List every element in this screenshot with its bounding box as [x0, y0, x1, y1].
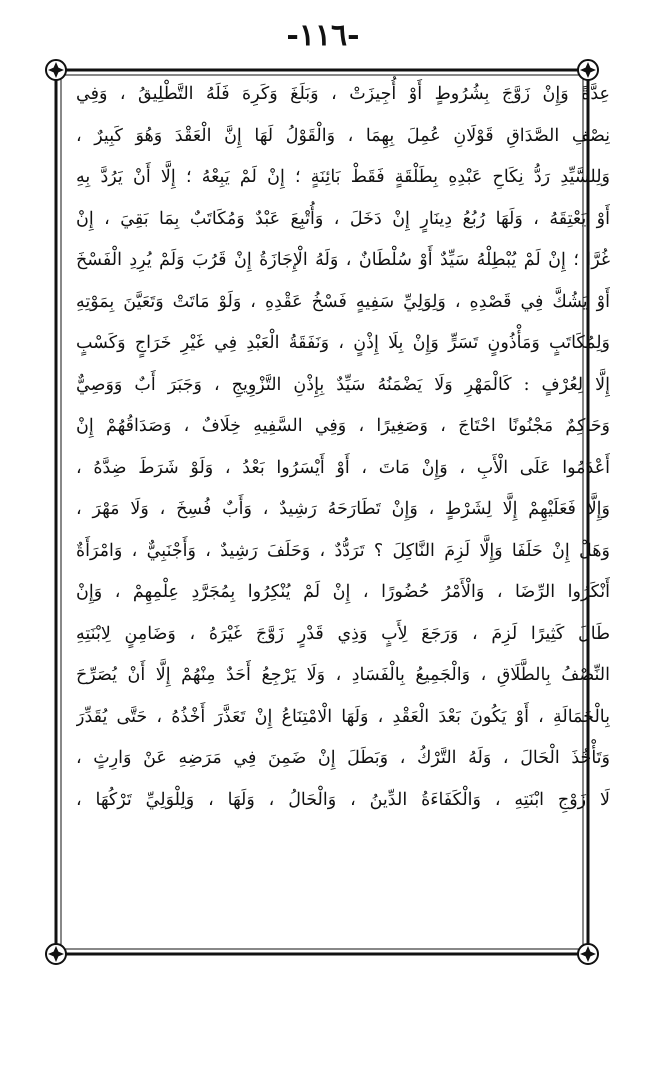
- text-line: عِدَّةً وَإِنْ زَوَّجَ بِشُرُوطٍ أَوْ أُجِيزَتْ ، وَبَلَغَ وَكَرِهَ فَلَهُ التَّطْلِيقُ ، وَفِي: [76, 84, 610, 104]
- text-line: وَلِلسَّيِّدِ رَدُّ نِكَاحِ عَبْدِهِ بِطَلْقَةٍ فَقَطْ بَائِنَةٍ ؛ إِنْ لَمْ يَبِعْهُ ؛ إِلَّا أَنْ يَرُدَّ بِهِ: [76, 167, 610, 187]
- text-line: لَا زَوْجِ ابْنَتِهِ ، وَالْكَفَاءَةُ الدِّينُ ، وَالْحَالُ ، وَلَهَا ، وَلِلْوَلِيِّ تَرْكُهَا ،: [76, 789, 610, 810]
- text-line: النِّصْفُ بِالطَّلَاقِ ، وَالْجَمِيعُ بِالْفَسَادِ ، وَلَا يَرْجِعُ أَحَدٌ مِنْهُمْ إِلَّا أَنْ يُصَرِّحَ: [76, 665, 610, 685]
- page-number: -١١٦-: [286, 18, 360, 53]
- text-line: وَهَلْ إِنْ حَلَفَا وَإِلَّا لَزِمَ النَّاكِلَ ؟ تَرَدُّدٌ ، وَحَلَفَ رَشِيدٌ ، وَأَجْنَبِيٌّ ، وَامْرَأَةٌ: [76, 540, 610, 561]
- text-line: غُرَّا ؛ إِنْ لَمْ يُبْطِلْهُ سَيِّدٌ أَوْ سُلْطَانٌ ، وَلَهُ الْإِجَازَةُ إِنْ قَرُبَ وَلَمْ يُرِدِ الْفَسْخَ: [76, 250, 610, 270]
- text-line: أَنْكَرُوا الرِّضَا ، وَالْأَمْرُ حُضُورًا ، إِنْ لَمْ يُنْكِرُوا بِمُجَرَّدِ عِلْمِهِمْ ، وَإِنْ: [76, 582, 610, 602]
- text-line: وَحَاكِمٌ مَجْنُونًا احْتَاجَ ، وَصَغِيرًا ، وَفِي السَّفِيهِ خِلَافٌ ، وَصَدَاقُهُمْ إِنْ: [76, 416, 610, 436]
- text-line: طَالَ كَثِيرًا لَزِمَ ، وَرَجَعَ لِأَبٍ وَذِي قَدْرٍ زَوَّجَ غَيْرَهُ ، وَضَامِنٍ لِابْنَتِهِ: [76, 623, 610, 644]
- text-line: وَإِلَّا فَعَلَيْهِمْ إِلَّا لِشَرْطٍ ، وَإِنْ تَطَارَحَهُ رَشِيدٌ ، وَأَبٌ فُسِخَ ، وَلَا مَهْرَ ،: [76, 499, 610, 519]
- text-line: إِلَّا لِعُرْفٍ : كَالْمَهْرِ وَلَا يَضْمَنُهُ سَيِّدٌ بِإِذْنِ التَّزْوِيجِ ، وَجَبَرَ أَبٌ وَوَصِيٌّ: [76, 374, 610, 395]
- text-line: وَلِمُكَاتَبٍ وَمَأْذُونٍ تَسَرٍّ وَإِنْ بِلَا إِذْنٍ ، وَنَفَقَةُ الْعَبْدِ فِي غَيْرِ خَرَاجٍ وَكَسْبٍ: [76, 333, 610, 353]
- text-line: أَوْ يَعْتِقَهُ ، وَلَهَا رُبُعُ دِينَارٍ إِنْ دَخَلَ ، وَأُتْبِعَ عَبْدٌ وَمُكَاتَبٌ بِمَا بَقِيَ ، إِنْ: [76, 208, 610, 229]
- text-line: بِالْحَمَالَةِ ، أَوْ يَكُونَ بَعْدَ الْعَقْدِ ، وَلَهَا الْامْتِنَاعُ إِنْ تَعَذَّرَ أَخْذُهُ ، حَتَّى يُقَدِّرَ: [76, 706, 610, 727]
- text-line: أَوْ يَشُكَّ فِي قَصْدِهِ ، وَلِوَلِيِّ سَفِيهٍ فَسْخُ عَقْدِهِ ، وَلَوْ مَاتَتْ وَتَعَيَّنَ بِمَوْتِهِ: [76, 291, 610, 312]
- text-line: نِصْفِ الصَّدَاقِ قَوْلَانِ عُمِلَ بِهِمَا ، وَالْقَوْلُ لَهَا إِنَّ الْعَقْدَ وَهُوَ كَبِيرٌ ،: [76, 125, 610, 146]
- text-line: وَتَأْخُذَ الْحَالَ ، وَلَهُ التَّرْكُ ، وَبَطَلَ إِنْ ضَمِنَ فِي مَرَضِهِ عَنْ وَارِثٍ ،: [76, 748, 610, 768]
- page-frame: [40, 66, 610, 962]
- star-ornament-icon: [578, 944, 598, 964]
- body-text: [76, 74, 610, 821]
- star-ornament-icon: [46, 944, 66, 964]
- text-line: أَعْدَمُوا عَلَى الْأَبِ ، وَإِنْ مَاتَ ، أَوْ أَيْسَرُوا بَعْدُ ، وَلَوْ شَرَطَ ضِدَّهُ ،: [76, 457, 610, 478]
- star-ornament-icon: [46, 60, 66, 80]
